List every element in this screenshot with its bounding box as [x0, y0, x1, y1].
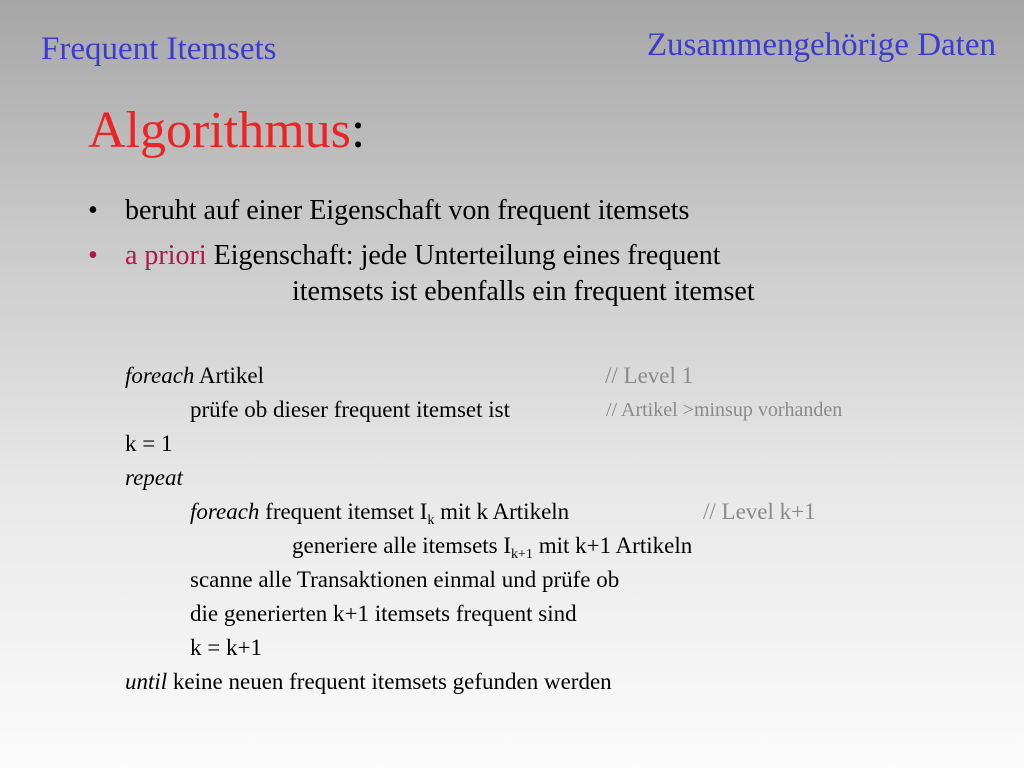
- code-comment-2: // Artikel >minsup vorhanden: [606, 399, 843, 421]
- code-line-10: [125, 668, 612, 696]
- code-keyword: repeat: [125, 465, 183, 490]
- title-text: Algorithmus: [88, 102, 351, 159]
- title-colon: :: [350, 102, 366, 159]
- code-line-7: scanne alle Transaktionen einmal und prüfe ob: [190, 567, 620, 592]
- code-subscript: k+1: [511, 547, 533, 562]
- code-keyword: until: [125, 669, 168, 694]
- apriori-term: a priori: [125, 240, 207, 271]
- code-line-5: [190, 498, 569, 526]
- code-comment-1: // Level 1: [605, 363, 694, 388]
- code-line-2: prüfe ob dieser frequent itemset ist: [190, 397, 510, 422]
- code-keyword: foreach: [190, 499, 260, 524]
- code-line-9: k = k+1: [190, 635, 262, 660]
- code-text: mit k+1 Artikeln: [532, 533, 693, 558]
- bullet-text: [125, 240, 721, 272]
- code-text: keine neuen frequent itemsets gefunden werden: [167, 669, 612, 694]
- header-topic: Frequent Itemsets: [41, 31, 277, 67]
- code-subscript: k: [427, 513, 435, 528]
- bullet-marker: •: [88, 240, 98, 271]
- bullet-continuation: itemsets ist ebenfalls ein frequent itemset: [292, 276, 755, 307]
- code-text: mit k Artikeln: [434, 499, 570, 524]
- code-text: generiere alle itemsets I: [292, 533, 512, 558]
- code-line-4: [125, 464, 183, 492]
- code-text: Artikel: [194, 363, 265, 388]
- code-line-6: [292, 532, 692, 560]
- bullet-marker: •: [88, 195, 98, 226]
- code-keyword: foreach: [125, 363, 195, 388]
- bullet-text: beruht auf einer Eigenschaft von frequent itemsets: [125, 195, 690, 226]
- header-section: Zusammengehörige Daten: [646, 27, 996, 63]
- code-line-1: [125, 362, 264, 390]
- code-comment-5: // Level k+1: [703, 499, 816, 524]
- code-text: frequent itemset I: [259, 499, 428, 524]
- bullet-text-rest: Eigenschaft: jede Unterteilung eines frequent: [206, 240, 721, 271]
- slide-title: [88, 101, 365, 160]
- code-line-3: k = 1: [125, 431, 173, 456]
- code-line-8: die generierten k+1 itemsets frequent sind: [190, 601, 577, 626]
